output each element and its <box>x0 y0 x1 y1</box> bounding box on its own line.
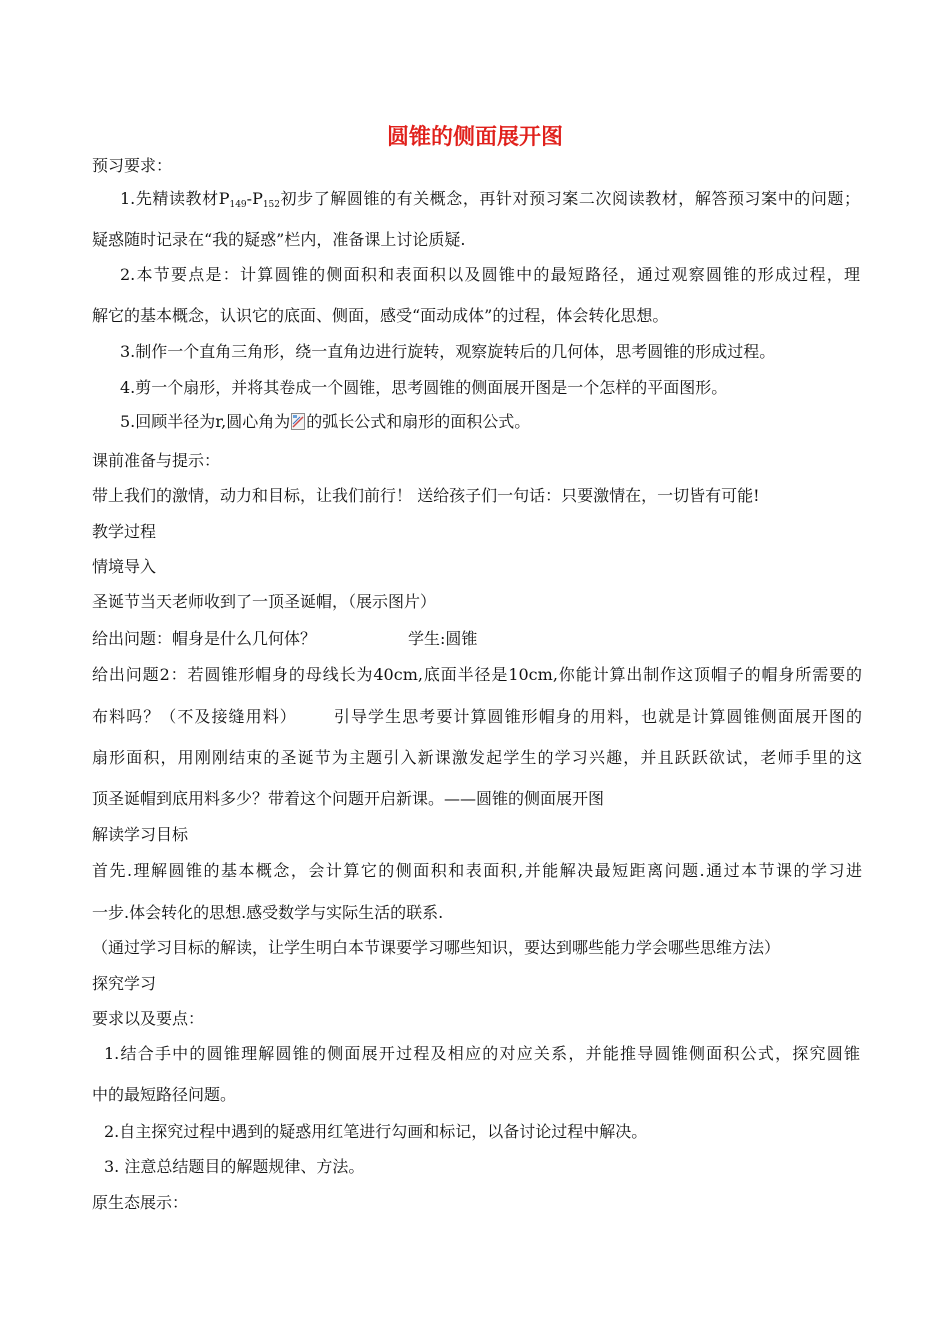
preview-item-4: 4.剪一个扇形，并将其卷成一个圆锥，思考圆锥的侧面展开图是一个怎样的平面图形。 <box>120 378 728 397</box>
explore-item-1: 1.结合手中的圆锥理解圆锥的侧面展开过程及相应的对应关系，并能推导圆锥侧面积公式，探究圆锥 <box>104 1044 860 1063</box>
preview-item-2: 2.本节要点是：计算圆锥的侧面积和表面积以及圆锥中的最短路径，通过观察圆锥的形成过程，理 <box>120 265 860 284</box>
preview-heading: 预习要求： <box>92 156 173 175</box>
prep-text: 带上我们的激情，动力和目标，让我们前行！ 送给孩子们一句话：只要激情在，一切皆有可能! <box>92 486 760 505</box>
showcase-heading: 原生态展示： <box>92 1193 189 1212</box>
preview-item-5: 5.回顾半径为r,圆心角为 的弧长公式和扇形的面积公式。 <box>120 412 531 431</box>
preview-item-1: 1.先精读教材$P_{149}-P_{152}$初步了解圆锥的有关概念，再针对预习案二次阅读教材，解答预习案中的问题； <box>120 189 860 210</box>
question-1: 给出问题：帽身是什么几何体？ 学生:圆锥 <box>92 629 478 648</box>
goals-note: （通过学习目标的解读，让学生明白本节课要学习哪些知识，要达到哪些能力学会哪些思维方法） <box>92 938 781 957</box>
explore-item-3: 3. 注意总结题目的解题规律、方法。 <box>104 1157 365 1176</box>
goals-line-2: 一步.体会转化的思想.感受数学与实际生活的联系. <box>92 903 444 922</box>
question-2-line-2: 布料吗？（不及接缝用料） 引导学生思考要计算圆锥形帽身的用料，也就是计算圆锥侧面展开图的 <box>92 707 862 726</box>
question-2-line-4: 顶圣诞帽到底用料多少？带着这个问题开启新课。——圆锥的侧面展开图 <box>92 789 605 808</box>
process-heading: 教学过程 <box>92 522 157 541</box>
explore-heading: 探究学习 <box>92 974 157 993</box>
explore-item-1-cont: 中的最短路径问题。 <box>92 1085 237 1104</box>
question-2-line-3: 扇形面积，用刚刚结束的圣诞节为主题引入新课激发起学生的学习兴趣，并且跃跃欲试，老师手里的这 <box>92 748 862 767</box>
preview-item-3: 3.制作一个直角三角形，绕一直角边进行旋转，观察旋转后的几何体，思考圆锥的形成过程。 <box>120 342 776 361</box>
process-subheading: 情境导入 <box>92 557 157 576</box>
explore-subheading: 要求以及要点： <box>92 1009 205 1028</box>
goals-line-1: 首先.理解圆锥的基本概念，会计算它的侧面积和表面积,并能解决最短距离问题.通过本节课的学习进 <box>92 861 862 880</box>
preview-item-1-cont: 疑惑随时记录在“我的疑惑”栏内，准备课上讨论质疑. <box>92 230 466 249</box>
preview-item-2-cont: 解它的基本概念，认识它的底面、侧面，感受“面动成体”的过程，体会转化思想。 <box>92 306 669 325</box>
goals-heading: 解读学习目标 <box>92 825 189 844</box>
process-intro: 圣诞节当天老师收到了一顶圣诞帽，（展示图片） <box>92 592 437 611</box>
explore-item-2: 2.自主探究过程中遇到的疑惑用红笔进行勾画和标记，以备讨论过程中解决。 <box>104 1122 648 1141</box>
page-title: 圆锥的侧面展开图 <box>386 125 563 150</box>
question-2-line-1: 给出问题2：若圆锥形帽身的母线长为40cm,底面半径是10cm,你能计算出制作这顶帽子的帽身所需要的 <box>92 665 862 684</box>
prep-heading: 课前准备与提示： <box>92 451 221 470</box>
formula-image-icon <box>291 413 305 430</box>
